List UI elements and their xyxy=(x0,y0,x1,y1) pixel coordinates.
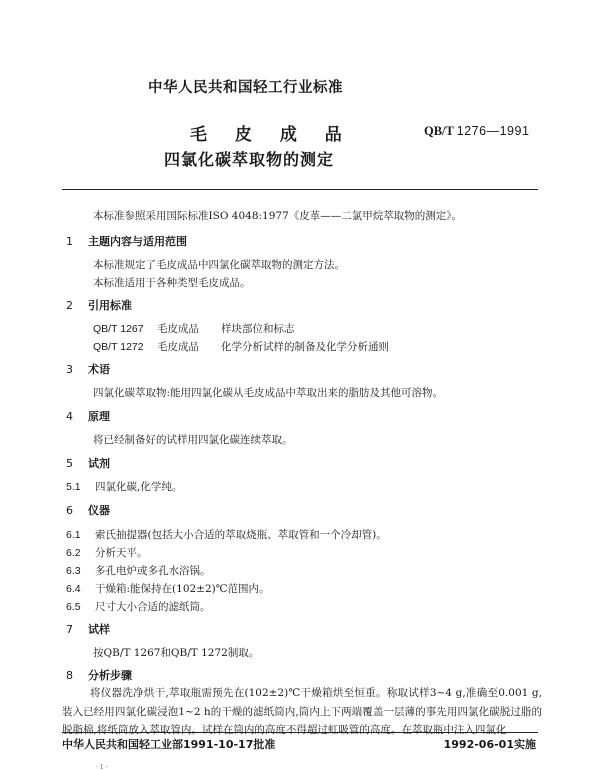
list-item xyxy=(66,563,211,578)
item-text: 干燥箱:能保持在(102±2)℃范围内。 xyxy=(95,583,270,595)
list-item xyxy=(66,545,148,560)
section-title: 分析步骤 xyxy=(88,669,132,682)
list-item xyxy=(66,479,182,494)
reference-code: QB/T 1267 xyxy=(93,323,144,335)
item-text: 索氏抽提器(包括大小合适的萃取烧瓶、萃取管和一个冷却管)。 xyxy=(95,529,387,541)
section-8-heading xyxy=(66,667,132,683)
section-title: 主题内容与适用范围 xyxy=(88,235,187,248)
item-number: 5.1 xyxy=(66,481,81,493)
section-number: 1 xyxy=(66,235,73,248)
section-number: 2 xyxy=(66,299,73,312)
section-3-heading xyxy=(66,361,110,377)
intro-text: 本标准参照采用国际标准ISO 4048:1977《皮革——二氯甲烷萃取物的测定》。 xyxy=(93,210,463,222)
reference-name: 毛皮成品 xyxy=(157,341,199,353)
document-title-line1: 毛 皮 成 品 xyxy=(190,125,353,145)
issuer-heading: 中华人民共和国轻工行业标准 xyxy=(148,80,343,96)
section-title: 试剂 xyxy=(88,457,110,470)
section-number: 6 xyxy=(66,504,73,517)
item-number: 6.2 xyxy=(66,547,81,559)
item-number: 6.4 xyxy=(66,583,81,595)
section-3-text: 四氯化碳萃取物:能用四氯化碳从毛皮成品中萃取出来的脂肪及其他可溶物。 xyxy=(93,387,444,399)
reference-name: 毛皮成品 xyxy=(157,323,199,335)
section-4-text: 将已经制备好的试样用四氯化碳连续萃取。 xyxy=(93,434,293,446)
item-number: 6.3 xyxy=(66,565,81,577)
section-number: 3 xyxy=(66,363,73,376)
list-item xyxy=(66,581,270,596)
standard-code: 1276—1991 xyxy=(456,124,530,138)
list-item xyxy=(66,527,387,542)
section-1-line-1: 本标准规定了毛皮成品中四氯化碳萃取物的测定方法。 xyxy=(93,259,345,271)
section-number: 5 xyxy=(66,457,73,470)
implementation-date: 1992-06-01实施 xyxy=(443,738,536,751)
item-text: 多孔电炉或多孔水浴锅。 xyxy=(95,565,211,577)
reference-row xyxy=(93,339,389,354)
item-text: 四氯化碳,化学纯。 xyxy=(95,481,183,493)
page-number: · 1 · xyxy=(96,764,108,771)
standard-number xyxy=(424,124,529,139)
item-number: 6.1 xyxy=(66,529,81,541)
section-title: 试样 xyxy=(88,623,110,636)
item-text: 尺寸大小合适的滤纸筒。 xyxy=(95,601,211,613)
header-divider xyxy=(62,189,538,190)
section-number: 7 xyxy=(66,623,73,636)
reference-desc: 化学分析试样的制备及化学分析通则 xyxy=(221,341,389,353)
section-5-heading xyxy=(66,455,110,471)
reference-desc: 样块部位和标志 xyxy=(221,323,295,335)
section-2-heading xyxy=(66,297,132,313)
section-8-paragraph: 将仪器洗净烘干,萃取瓶需预先在(102±2)℃干燥箱烘至恒重。称取试样3~4 g,准确至0.001 g,装入已经用四氯化碳浸泡1~2 h的干燥的滤纸筒内,筒内上下两端覆盖一层薄的事先用四氯化碳脱过脂的脱脂棉,将纸筒放入萃取管内。试样在筒内的高度不得超过虹吸管的高度。在萃取瓶中注入四氯化 xyxy=(62,687,542,736)
item-text: 分析天平。 xyxy=(95,547,148,559)
section-title: 引用标准 xyxy=(88,299,132,312)
section-7-heading xyxy=(66,621,110,637)
reference-code: QB/T 1272 xyxy=(93,341,144,353)
section-title: 仪器 xyxy=(88,504,110,517)
section-7-text: 按QB/T 1267和QB/T 1272制取。 xyxy=(93,647,260,659)
section-6-heading xyxy=(66,502,110,518)
reference-row xyxy=(93,321,295,336)
section-title: 术语 xyxy=(88,363,110,376)
section-1-line-2: 本标准适用于各种类型毛皮成品。 xyxy=(93,277,251,289)
section-title: 原理 xyxy=(88,410,110,423)
approval-date: 中华人民共和国轻工业部1991-10-17批准 xyxy=(62,738,276,751)
section-number: 8 xyxy=(66,669,73,682)
document-title-line2: 四氯化碳萃取物的测定 xyxy=(164,150,335,169)
list-item xyxy=(66,599,211,614)
section-4-heading xyxy=(66,408,110,424)
standard-prefix: QB/T xyxy=(424,124,454,138)
item-number: 6.5 xyxy=(66,601,81,613)
section-1-heading xyxy=(66,233,187,249)
section-number: 4 xyxy=(66,410,73,423)
footer-divider xyxy=(62,732,538,733)
